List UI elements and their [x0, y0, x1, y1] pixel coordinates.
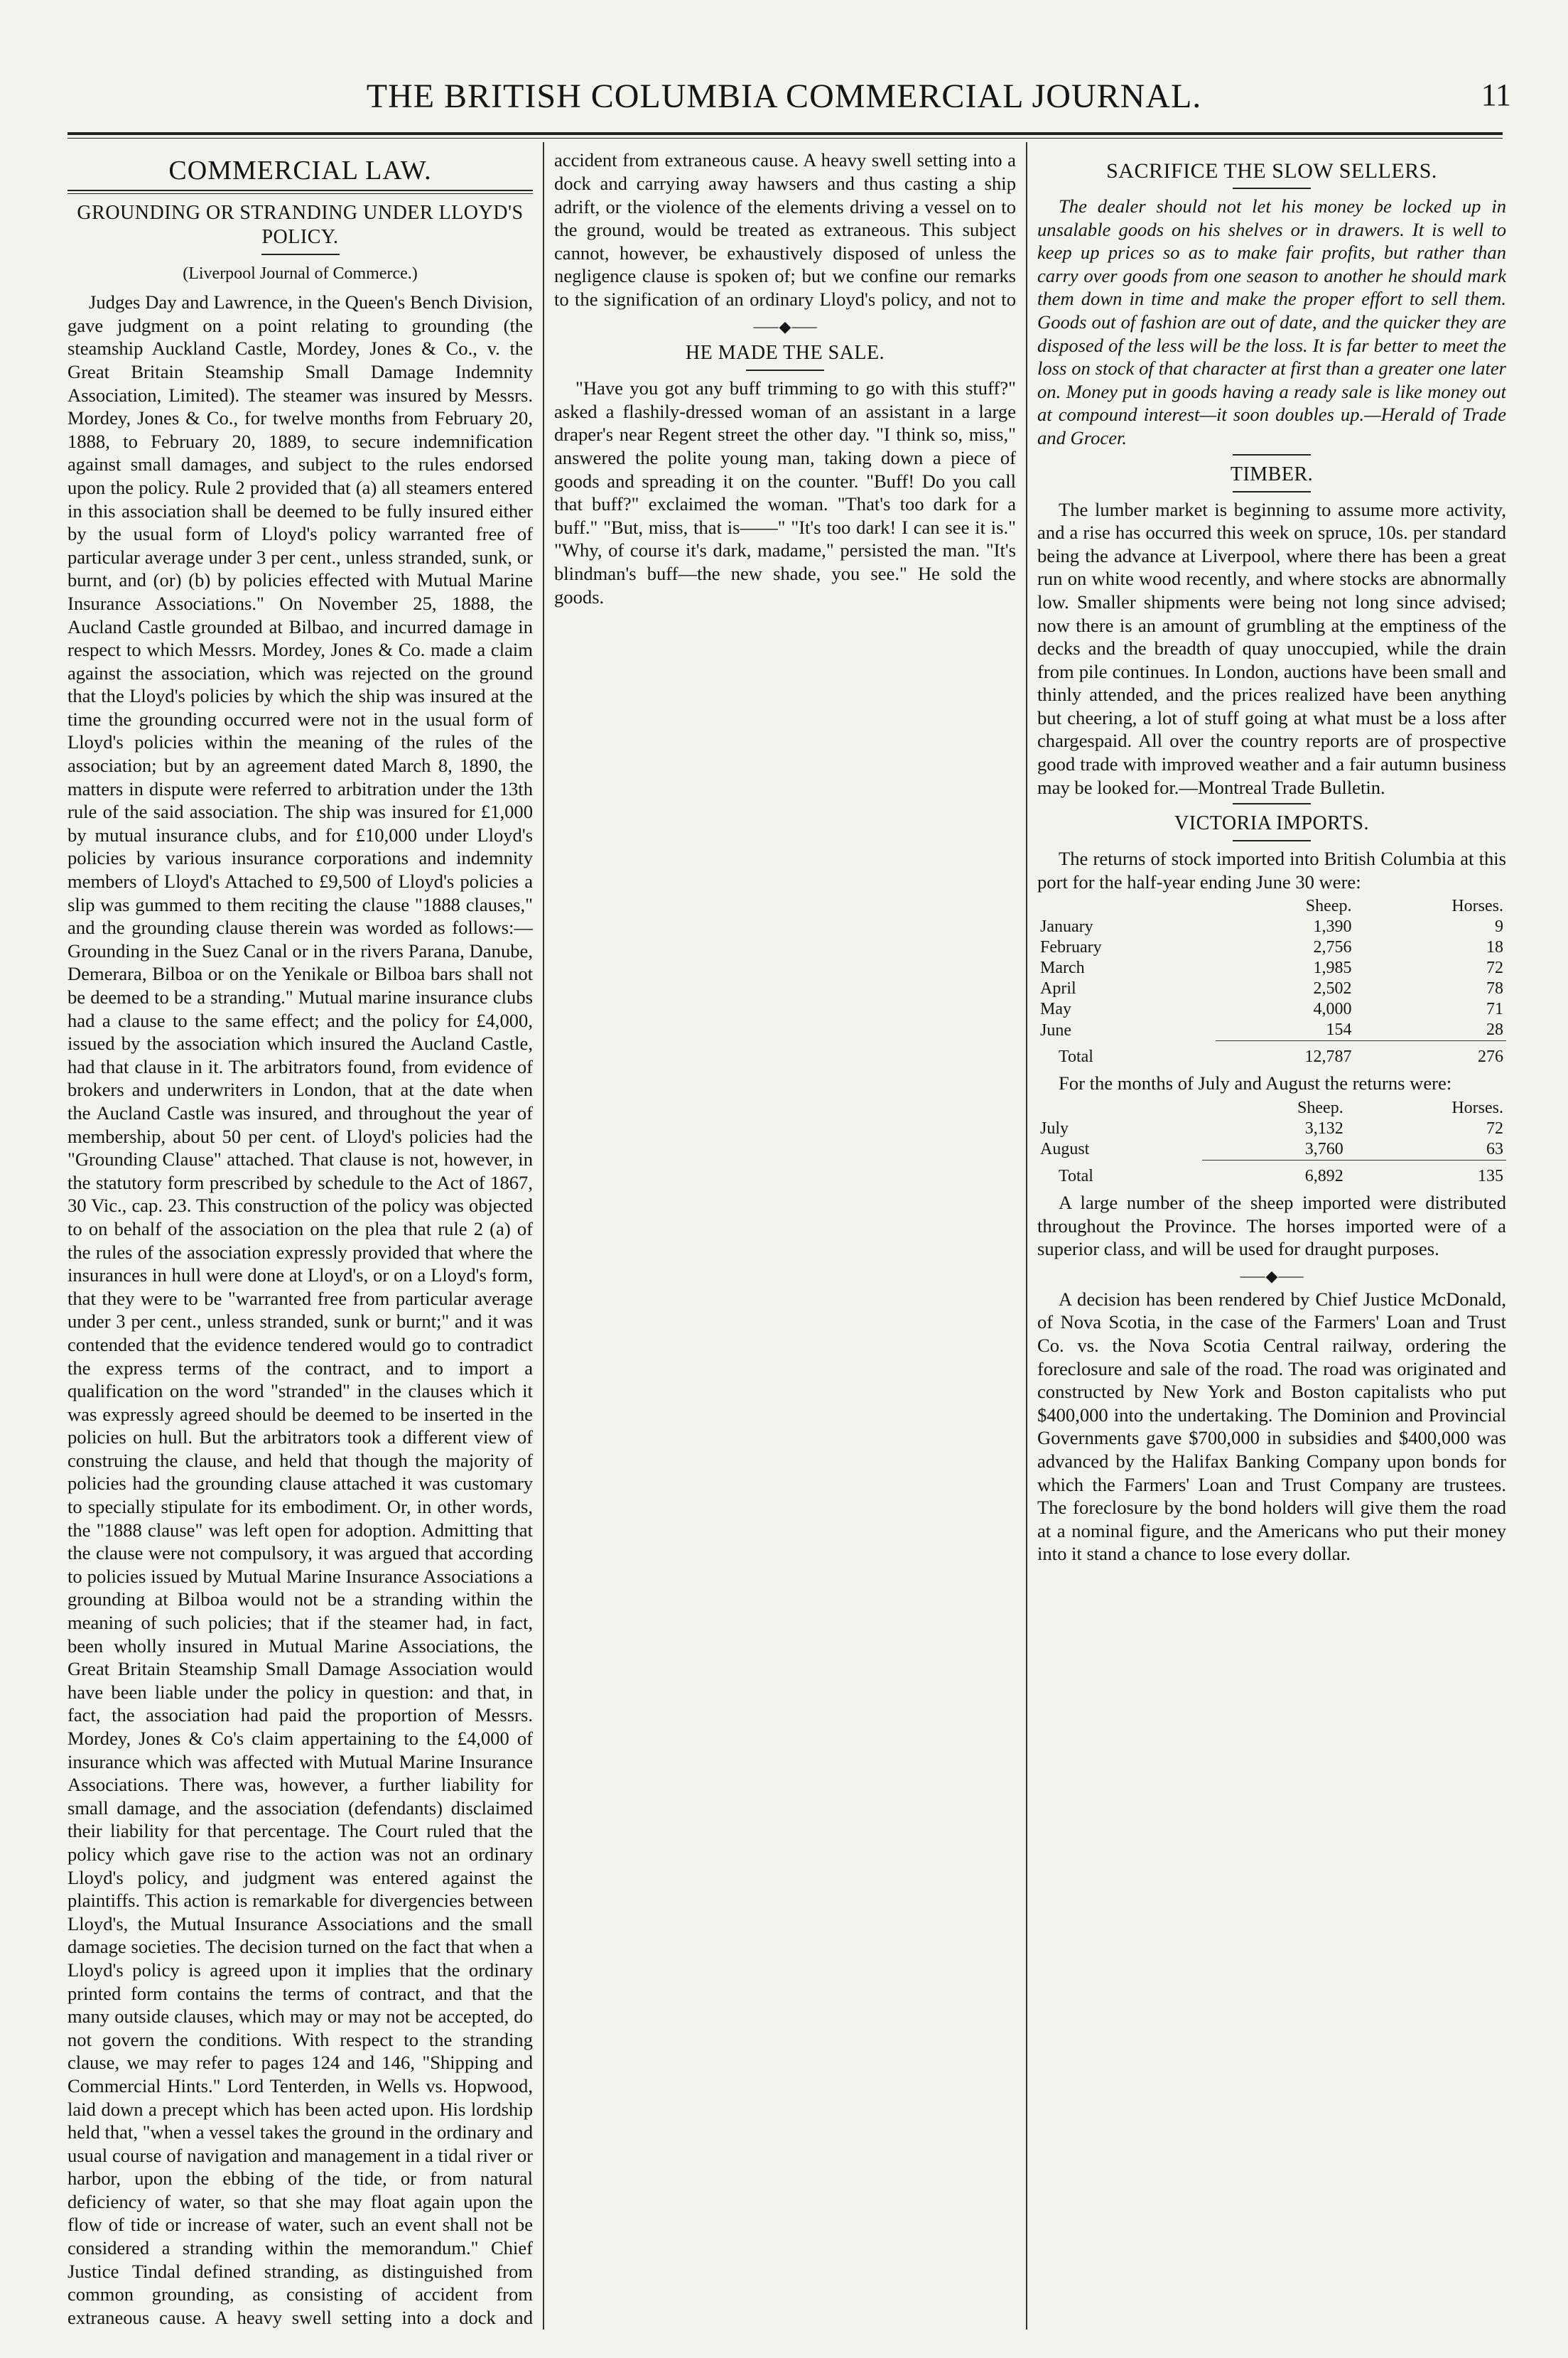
- article-headline: HE MADE THE SALE.: [685, 342, 885, 365]
- column-header: Sheep.: [1297, 1099, 1343, 1118]
- section-rule: [67, 190, 533, 194]
- imports-table-first-half: [1037, 896, 1506, 1067]
- article-paragraph-continued: accident from extraneous cause. A heavy swell setting into a dock and carrying away hawsers and thus casting a ship adrift, or the violence of the elements driving a vessel on to the ground, would be treated as extraneous. This subject cannot, however, be exhaustively disposed of unless the negligence clause is spoken of; but we confine our remarks to the signification of an ordinary Lloyd's policy, and not to: [554, 149, 1016, 311]
- table-row: February 2,756 18: [1040, 938, 1503, 957]
- article-paragraph: The lumber market is beginning to assume more activity, and a rise has occurred this week on spruce, 10s. per standard being the advance at Liverpool, where there has been a great run on white wood recently, and where stocks are abnormally low. Smaller shipments were being not long since advised; now there is an amount of grumbling at the emptiness of the decks and the breadth of quay unoccupied, while the drain from pile continues. In London, auctions have been small and thinly attended, and the prices realized have been anything but cheering, a lot of stuff going at what must be a loss after chargespaid. All over the country reports are of prospective good trade with improved weather and a fair autumn business may be looked for.—Montreal Trade Bulletin.: [1037, 498, 1506, 798]
- article-headline: GROUNDING OR STRANDING UNDER LLOYD'S POLICY.: [77, 201, 524, 248]
- article-paragraph: "Have you got any buff trimming to go with this stuff?" asked a flashily-dressed woman of an assistant in a large draper's near Regent street the other day. "I think so, miss," answered the polite young man, taking down a piece of goods and spreading it on the counter. "Buff! Do you call that buff?" exclaimed the woman. "That's too dark for a buff." "But, miss, that is——" "It's too dark! I can see it is." "Why, of course it's dark, madame," persisted the man. "It's blindman's buff—the new shade, you see." He sold the goods.: [554, 377, 1016, 608]
- article-headline: VICTORIA IMPORTS.: [1174, 812, 1369, 835]
- section-ornament: ⸺◆⸺: [752, 318, 818, 336]
- article-headline: SACRIFICE THE SLOW SELLERS.: [1106, 159, 1437, 183]
- journal-title: THE BRITISH COLUMBIA COMMERCIAL JOURNAL.: [366, 77, 1202, 115]
- headline-rule: [746, 370, 824, 371]
- column-divider: [543, 142, 544, 2330]
- article-source: (Liverpool Journal of Commerce.): [183, 264, 418, 283]
- section-title: COMMERCIAL LAW.: [168, 156, 432, 185]
- column-2: [554, 149, 1016, 2330]
- column-3: [1037, 149, 1506, 2330]
- headline-rule: [261, 254, 340, 255]
- table-row: January 1,390 9: [1040, 917, 1503, 937]
- table-total-row: Total 6,892 135: [1037, 1161, 1506, 1188]
- headline-rule: [1233, 491, 1311, 492]
- column-header: Horses.: [1451, 1099, 1503, 1118]
- column-1: [67, 149, 533, 2330]
- table-row: August 3,760 63: [1040, 1140, 1503, 1159]
- imports-closing: A large number of the sheep imported were distributed throughout the Province. The horses imported were of a superior class, and will be used for draught purposes.: [1037, 1192, 1506, 1260]
- article-headline: TIMBER.: [1230, 463, 1314, 485]
- column-header: Horses.: [1451, 897, 1503, 916]
- page-number: 11: [1481, 77, 1511, 112]
- table-total-row: Total 12,787 276: [1037, 1041, 1506, 1068]
- article-paragraph: A decision has been rendered by Chief Justice McDonald, of Nova Scotia, in the case of the Farmers' Loan and Trust Co. vs. the Nova Scotia Central railway, ordering the foreclosure and sale of the road. The road was originated and constructed by New York and Boston capitalists who put $400,000 into the undertaking. The Dominion and Provincial Governments gave $700,000 in subsidies and $400,000 was advanced by the Halifax Banking Company upon bonds for which the Farmers' Loan and Trust Company are trustees. The foreclosure by the bond holders will give them the road at a nominal figure, and the Americans who put their money into it stand a chance to lose every dollar.: [1037, 1288, 1506, 1565]
- article-paragraph: The dealer should not let his money be locked up in unsalable goods on his shelves or in drawers. It is well to keep up prices so as to make fair profits, but rather than carry over goods from one season to another he should mark them down in time and make the proper effort to sell them. Goods out of fashion are out of date, and the quicker they are disposed of the less will be the loss. It is far better to meet the loss on stock of that character at first than a greater one later on. Money put in goods having a ready sale is like money out at compound interest—it soon doubles up.—Herald of Trade and Grocer.: [1037, 195, 1506, 448]
- headline-rule: [1233, 188, 1311, 189]
- table-row: June 154 28: [1040, 1021, 1503, 1040]
- column-divider: [1026, 142, 1027, 2330]
- column-header: Sheep.: [1305, 897, 1352, 916]
- masthead-rule: [67, 132, 1503, 139]
- article-continuation: [554, 149, 1016, 311]
- imports-second-intro: For the months of July and August the returns were:: [1059, 1072, 1452, 1094]
- article-paragraph: Judges Day and Lawrence, in the Queen's Bench Division, gave judgment on a point relating to grounding (the steamship Auckland Castle, Mordey, Jones & Co., v. the Great Britain Steamship Small Damage Indemnity Association, Limited). The steamer was insured by Messrs. Mordey, Jones & Co., for twelve months from February 20, 1888, to February 20, 1889, to secure indemnification against small damages, and subject to the rules endorsed upon the policy. Rule 2 provided that (a) all steamers entered in this association shall be deemed to be fully insured either by the usual form of Lloyd's policy warranted free of particular average under 3 per cent., unless stranded, sunk, or burnt, and (or) (b) by policies effected with Mutual Marine Insurance Associations." On November 25, 1888, the Aucland Castle grounded at Bilbao, and incurred damage in respect to which Messrs. Mordey, Jones & Co. made a claim against the association, which was rejected on the ground that the Lloyd's policies by which the ship was insured at the time the grounding occurred were not in the usual form of Lloyd's policies within the meaning of the rules of the association; but by an agreement dated March 8, 1890, the matters in dispute were referred to arbitration under the 13th rule of the said association. The ship was insured for £1,000 by mutual insurance clubs, and for £10,000 under Lloyd's policies by various insurance corporations and indemnity members of Lloyd's Attached to £9,500 of Lloyd's policies a slip was gummed to them reciting the clause "1888 clauses," and the grounding clause therein was worded as follows:—Grounding in the Suez Canal or in the rivers Parana, Danube, Demerara, Bilboa or on the Yenikale or Bilboa bars shall not be deemed to be a stranding." Mutual marine insurance clubs had a clause to the same effect; and the policy for £4,000, issued by the association which insured the Aucland Castle, had that clause in it. The arbitrators found, from evidence of brokers and underwriters in London, that at the date when the Aucland Castle was insured, and throughout the year of membership, about 50 per cent. of Lloyd's policies had the "Grounding Clause" attached. That clause is not, however, in the statutory form prescribed by schedule to the Act of 1867, 30 Vic., cap. 23. This construction of the policy was objected to on behalf of the association on the plea that rule 2 (a) of the rules of the association expressly provided that where the insurances in hull were done at Lloyd's, or on a Lloyd's form, that they were to be "warranted free from particular average under 3 per cent., unless stranded, sunk or burnt;" and it was contended that the evidence tendered would go to contradict the express terms of the contract, and to import a qualification on the word "stranded" in the clauses which it was expressly agreed should be deemed to be inserted in the policies on hull. But the arbitrators took a different view of construing the clause, and held that though the majority of policies had the grounding clause attached it was customary to specially stipulate for its embodiment. Or, in other words, the "1888 clause" was left open for adoption. Admitting that the clause were not compulsory, it was argued that according to policies issued by Mutual Marine Insurance Associations a grounding at Bilboa would not be a stranding within the meaning of such policies; that if the steamer had, in fact, been wholly insured in Mutual Marine Associations, the Great Britain Steamship Small Damage Association would have been liable under the policy in question: and that, in fact, the association had paid the proportion of Messrs. Mordey, Jones & Co's claim appertaining to the £4,000 of insurance which was affected with Mutual Marine Insurance Associations. There was, however, a further liability for small damage, and the association (defendants) disclaimed their liability for that percentage. The Court ruled that the policy which gave rise to the action was not an ordinary Lloyd's policy, and judgment was entered against the plaintiffs. This action is remarkable for divergencies between Lloyd's, the Mutual Insurance Associations and the small damage societies. The decision turned on the fact that when a Lloyd's policy is agreed upon it implies that the ordinary printed form contains the terms of contract, and that the many outside clauses, which may or may not be accepted, do not govern the conditions. With respect to the stranding clause, we may refer to pages 124 and 146, "Shipping and Commercial Hints." Lord Tenterden, in Wells vs. Hopwood, laid down a precept which has been acted upon. His lordship held that, "when a vessel takes the ground in the ordinary and usual course of navigation and management in a tidal river or harbor, upon the ebbing of the tide, or from natural deficiency of water, so that she may float again upon the flow of tide or increase of water, such an event shall not be considered a stranding within the memorandum." Chief Justice Tindal defined stranding, as distinguished from common grounding, as consisting of accident from extraneous cause. A heavy swell setting into a dock and: [67, 291, 533, 2328]
- headline-rule: [1233, 840, 1311, 841]
- headline-rule: [1233, 803, 1311, 804]
- table-row: April 2,502 78: [1040, 979, 1503, 998]
- table-row: May 4,000 71: [1040, 1000, 1503, 1019]
- headline-rule: [1233, 454, 1311, 456]
- imports-intro: The returns of stock imported into British Columbia at this port for the half-year ending June 30 were:: [1037, 848, 1506, 893]
- section-ornament: ⸺◆⸺: [1239, 1266, 1304, 1285]
- table-row: July 3,132 72: [1040, 1119, 1503, 1138]
- table-row: March 1,985 72: [1040, 959, 1503, 978]
- masthead: [43, 77, 1525, 119]
- imports-table-july-august: [1037, 1098, 1506, 1187]
